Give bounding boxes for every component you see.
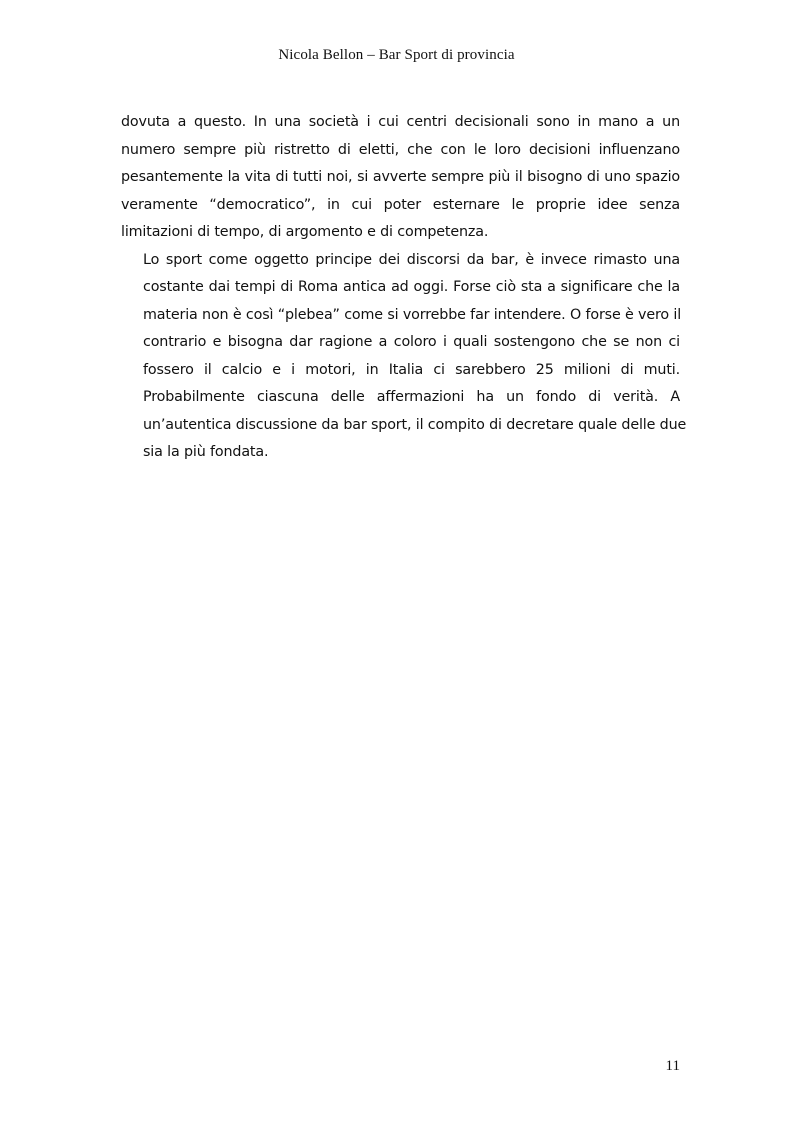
text-line: costante dai tempi di Roma antica ad oggi. Forse ciò sta a significare che la xyxy=(143,279,680,295)
text-line: sia la più fondata. xyxy=(143,444,269,460)
paragraph-1 xyxy=(121,109,680,247)
text-line: pesantemente la vita di tutti noi, si avverte sempre più il bisogno di uno spazio xyxy=(121,169,680,185)
text-line: Probabilmente ciascuna delle affermazioni ha un fondo di verità. A xyxy=(143,389,680,405)
text-line: limitazioni di tempo, di argomento e di competenza. xyxy=(121,224,489,240)
body-text xyxy=(121,109,687,467)
text-line: materia non è così “plebea” come si vorrebbe far intendere. O forse è vero il xyxy=(143,306,682,323)
running-header: Nicola Bellon – Bar Sport di provincia xyxy=(278,47,515,63)
text-line: un’autentica discussione da bar sport, il compito di decretare quale delle due xyxy=(143,416,687,433)
text-line: veramente “democratico”, in cui poter esternare le proprie idee senza xyxy=(121,196,680,213)
text-line: Lo sport come oggetto principe dei discorsi da bar, è invece rimasto una xyxy=(143,251,680,268)
text-line: numero sempre più ristretto di eletti, che con le loro decisioni influenzano xyxy=(121,141,680,158)
paragraph-2 xyxy=(121,247,687,467)
text-line: dovuta a questo. In una società i cui centri decisionali sono in mano a un xyxy=(121,114,680,130)
text-line: fossero il calcio e i motori, in Italia ci sarebbero 25 milioni di muti. xyxy=(143,361,680,378)
page-number: 11 xyxy=(665,1058,680,1074)
text-line: contrario e bisogna dar ragione a coloro i quali sostengono che se non ci xyxy=(143,334,680,350)
